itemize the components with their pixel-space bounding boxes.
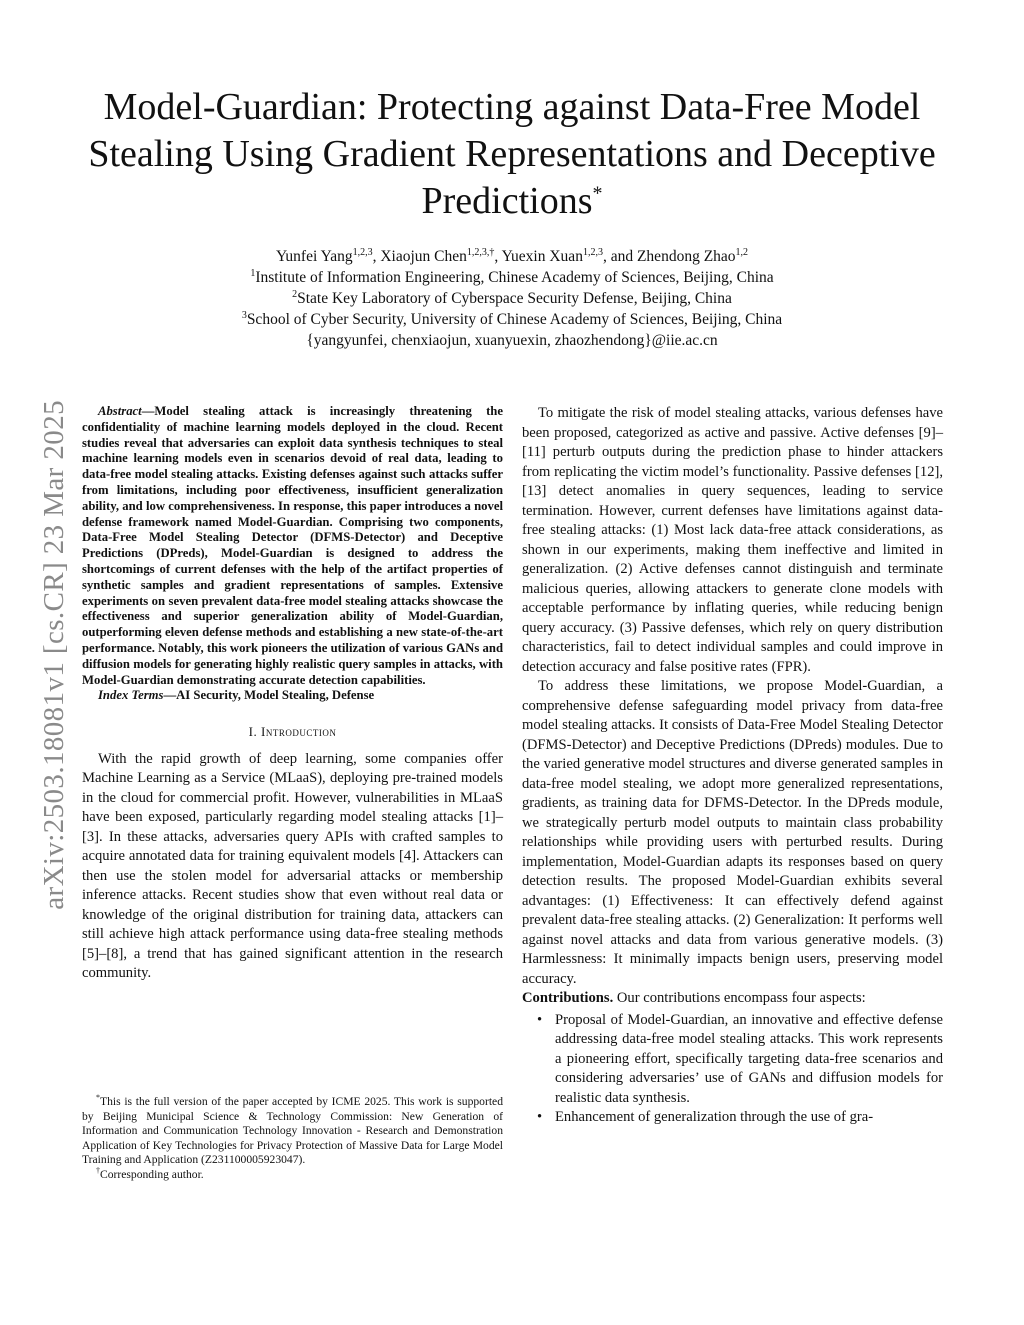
author-affiliation-mark: 1,2,3,† xyxy=(466,246,495,258)
abstract-label: Abstract xyxy=(98,404,142,418)
affiliation-text: Institute of Information Engineering, Chinese Academy of Sciences, Beijing, China xyxy=(255,269,774,286)
footnote-mark: † xyxy=(96,1166,100,1176)
author-name: Zhendong Zhao xyxy=(636,248,736,265)
author-separator: , xyxy=(494,248,502,265)
author-name: Yuexin Xuan xyxy=(501,248,583,265)
bullet-icon: • xyxy=(537,1011,543,1028)
footnote-corresponding xyxy=(82,1168,503,1183)
left-column xyxy=(82,404,503,984)
author-separator: , xyxy=(372,248,381,265)
index-terms xyxy=(82,688,503,704)
section-heading-introduction: I. Introduction xyxy=(248,724,337,740)
arxiv-stamp xyxy=(32,350,76,960)
intro-paragraph: With the rapid growth of deep learning, some companies offer Machine Learning as a Service (MLaaS), deploying pre-trained models in the cloud for commercial profit. However, vulnerabilities in MLaaS have been exposed, particularly regarding model stealing attacks [1]–[3]. In these attacks, adversaries query APIs with crafted samples to acquire annotated data for training equivalent models [4]. Attackers can then use the stolen model for adversarial attacks or membership inference attacks. Recent studies show that even without real data or knowledge of the original distribution for training data, attackers can still achieve high attack performance using data-free stealing methods [5]–[8], a trend that has gained significant attention in the research community. xyxy=(82,750,503,982)
contributions-intro xyxy=(522,989,943,1009)
contributions-text: Our contributions encompass four aspects: xyxy=(613,990,866,1006)
affiliation-number: 3 xyxy=(241,309,247,321)
paper-title xyxy=(80,84,944,225)
author-affiliation-mark: 1,2,3 xyxy=(352,246,373,258)
title-footnote-mark: * xyxy=(592,182,603,205)
list-item-text: Proposal of Model-Guardian, an innovative and effective defense addressing data-free model stealing attacks. This work represents a pioneering effort, specifically targeting data-free scenarios and considering adversaries’ use of GANs and diffusion models for realistic data synthesis. xyxy=(555,1011,943,1106)
index-terms-label: Index Terms xyxy=(98,688,164,703)
author-list xyxy=(80,246,944,267)
affiliation-line xyxy=(80,267,944,288)
list-item xyxy=(537,1108,943,1128)
author-separator: , and xyxy=(602,248,637,265)
abstract-text: —Model stealing attack is increasingly threatening the confidentiality of machine learning models deployed in the cloud. Recent studies reveal that adversaries can exploit data synthesis techniques to steal machine learning models even in scenarios devoid of real data, leading to data-free model stealing attacks. Existing defenses against such attacks suffer from limitations, including poor effectiveness, insufficient generalization ability, and low comprehensiveness. In response, this paper introduces a novel defense framework named Model-Guardian. Comprising two components, Data-Free Model Stealing Detector (DFMS-Detector) and Deceptive Predictions (DPreds), Model-Guardian is designed to address the shortcomings of current defenses with the help of the artifact properties of synthetic samples and gradient representations of samples. Extensive experiments on seven prevalent data-free model stealing attacks showcase the effectiveness and superior generalization ability of Model-Guardian, outperforming eleven defense methods and establishing a new state-of-the-art performance. Notably, this work pioneers the utilization of various GANs and diffusion models for generating highly realistic query samples in attacks, with Model-Guardian demonstrating accurate detection capabilities. xyxy=(82,404,503,687)
title-text: Model-Guardian: Protecting against Data-Free Model Stealing Using Gradient Representations and Deceptive Predictions xyxy=(88,86,936,222)
affiliation-number: 1 xyxy=(250,267,256,279)
footnote-funding xyxy=(82,1095,503,1168)
author-block xyxy=(80,246,944,351)
abstract xyxy=(82,404,503,688)
author-emails: {yangyunfei, chenxiaojun, xuanyuexin, zhaozhendong}@iie.ac.cn xyxy=(306,332,718,349)
index-terms-text: —AI Security, Model Stealing, Defense xyxy=(163,688,375,703)
footnote-text: This is the full version of the paper accepted by ICME 2025. This work is supported by Beijing Municipal Science & Technology Commission: New Generation of Information and Communication Technology Innovation - Research and Demonstration Application of Key Technologies for Privacy Protection of Massive Data for Large Model Training and Application (Z231100005923047). xyxy=(82,1095,503,1167)
contributions-label: Contributions. xyxy=(522,990,614,1006)
right-column xyxy=(522,404,943,1128)
footnotes xyxy=(82,1095,503,1183)
contributions-list xyxy=(522,1011,943,1128)
body-paragraph: To address these limitations, we propose Model-Guardian, a comprehensive defense safeguarding model privacy from data-free model stealing attacks. It consists of Data-Free Model Stealing Detector (DFMS-Detector) and Deceptive Predictions (DPreds) modules. Due to the varied generative model structures and diverse generated samples in data-free model stealing, we adopt more generalized representations, gradients, as training data for DFMS-Detector. In the DPreds module, we strategically perturb model outputs to maintain class probability relationships while providing users with perturbed results. During implementation, Model-Guardian adapts its responses based on query detection results. The proposed Model-Guardian exhibits several advantages: (1) Effectiveness: It can effectively defend against prevalent data-free stealing attacks. (2) Generalization: It performs well against novel attacks and data from various generative models. (3) Harmlessness: It minimally impacts benign users, preserving model accuracy. xyxy=(522,678,943,987)
footnote-text: Corresponding author. xyxy=(100,1167,204,1181)
list-item-text: Enhancement of generalization through the use of gra- xyxy=(555,1109,874,1125)
author-affiliation-mark: 1,2,3 xyxy=(582,246,603,258)
arxiv-id: arXiv:2503.18081v1 [cs.CR] 23 Mar 2025 xyxy=(37,400,70,910)
affiliation-line xyxy=(80,309,944,330)
affiliation-line xyxy=(80,288,944,309)
bullet-icon: • xyxy=(537,1109,543,1125)
body-paragraph: To mitigate the risk of model stealing attacks, various defenses have been proposed, categorized as active and passive. Active defenses [9]–[11] perturb outputs during the prediction phase to hinder attackers from replicating the victim model’s functionality. Passive defenses [12], [13] detect anomalies in query sequences, leading to service termination. However, current defenses have limitations against data-free stealing attacks: (1) Most lack data-free attack considerations, as shown in our experiments, making them ineffective and limited in generalization. (2) Active defenses cannot distinguish and terminate malicious queries, allowing attackers to generate clone models with acceptable performance by inflating queries, while reducing benign query accuracy. (3) Passive defenses, which rely on query distribution characteristics, fail to detect individual samples and could improve in detection accuracy and false positive rates (FPR). xyxy=(522,405,943,675)
author-name: Yunfei Yang xyxy=(275,248,353,265)
list-item xyxy=(537,1011,943,1109)
affiliation-text: School of Cyber Security, University of Chinese Academy of Sciences, Beijing, China xyxy=(246,311,783,328)
author-affiliation-mark: 1,2 xyxy=(735,246,749,258)
author-name: Xiaojun Chen xyxy=(380,248,467,265)
footnote-mark: * xyxy=(96,1093,100,1103)
affiliation-text: State Key Laboratory of Cyberspace Security Defense, Beijing, China xyxy=(297,290,732,307)
affiliation-number: 2 xyxy=(292,288,298,300)
